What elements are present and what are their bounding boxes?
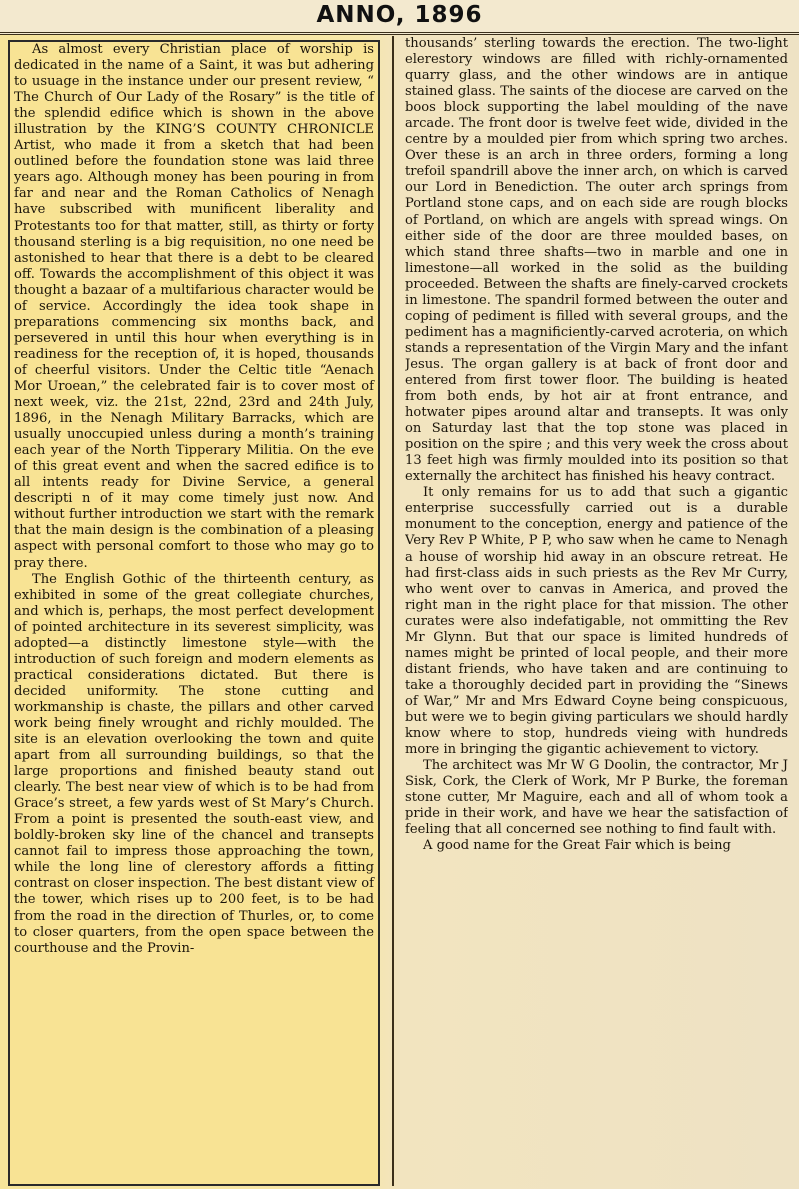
- article-paragraph: It only remains for us to add that such a gigantic enterprise successfully carried out is a durable monument to the conception, energy and patience of the Very Rev P White, P P, who saw when he came to Nenagh a house of worship hid away in an obscure retreat. He had first-class aids in such priests as the Rev Mr Curry, who went over to canvas in America, and proved the right man in the right place for that mission. The other curates were also indefatigable, not ommitting the Rev Mr Glynn. But that our space is limited hundreds of names might be printed of local people, and their more distant friends, who have taken and are continuing to take a thoroughly decided part in providing the “Sinews of War,” Mr and Mrs Edward Coyne being conspicuous, but were we to begin giving particulars we should hardly know where to stop, hundreds vieing with hundreds more in bringing the gigantic achievement to victory.: [405, 485, 788, 758]
- article-paragraph: The architect was Mr W G Doolin, the contractor, Mr J Sisk, Cork, the Clerk of Work, Mr P Burke, the foreman stone cutter, Mr Maguire, each and all of whom took a pride in their work, and have we hear the satisfaction of feeling that all concerned see nothing to find fault with.: [405, 758, 788, 838]
- column-divider: [392, 36, 394, 1186]
- article-right-column: [405, 36, 788, 1182]
- article-paragraph: thousands’ sterling towards the erection. The two-light elerestory windows are filled with richly-ornamented quarry glass, and the other windows are in antique stained glass. The saints of the diocese are carved on the boos block supporting the label moulding of the nave arcade. The front door is twelve feet wide, divided in the centre by a moulded pier from which spring two arches. Over these is an arch in three orders, forming a long trefoil spandrill above the inner arch, on which is carved our Lord in Benediction. The outer arch springs from Portland stone caps, and on each side are rough blocks of Portland, on which are angels with spread wings. On either side of the door are three moulded bases, on which stand three shafts—two in marble and one in limestone—all worked in the solid as the building proceeded. Between the shafts are finely-carved crockets in limestone. The spandril formed between the outer and coping of pediment is filled with several groups, and the pediment has a magnificiently-carved acroteria, on which stands a representation of the Virgin Mary and the infant Jesus. The organ gallery is at back of front door and entered from first tower floor. The building is heated from both ends, by hot air at front entrance, and hotwater pipes around altar and transepts. It was only on Saturday last that the top stone was placed in position on the spire ; and this very week the cross about 13 feet high was firmly moulded into its position so that externally the architect has finished his heavy contract.: [405, 36, 788, 485]
- article-paragraph: A good name for the Great Fair which is being: [423, 838, 731, 854]
- page-title: ANNO, 1896: [316, 2, 483, 28]
- article-paragraph: The English Gothic of the thirteenth century, as exhibited in some of the great collegiate churches, and which is, perhaps, the most perfect development of pointed architecture in its severest simplicity, was adopted—a distinctly limestone style—with the introduction of such foreign and modern elements as practical considerations dictated. But there is decided uniformity. The stone cutting and workmanship is chaste, the pillars and other carved work being finely wrought and richly moulded. The site is an elevation overlooking the town and quite apart from all surrounding buildings, so that the large proportions and finished beauty stand out clearly. The best near view of which is to be had from Grace’s street, a few yards west of St Mary’s Church. From a point is presented the south-east view, and boldly-broken sky line of the chancel and transepts cannot fail to impress those approaching the town, while the long line of clerestory affords a fitting contrast on closer inspection. The best distant view of the tower, which rises up to 200 feet, is to be had from the road in the direction of Thurles, or, to come to closer quarters, from the open space between the courthouse and the Provin-: [14, 571, 374, 956]
- article-left-column: [8, 40, 380, 1186]
- article-paragraph: As almost every Christian place of worship is dedicated in the name of a Saint, it was but adhering to usuage in the instance under our present review, “ The Church of Our Lady of the Rosary” is the title of the splendid edifice which is shown in the above illustration by the KING’S COUNTY CHRONICLE Artist, who made it from a sketch that had been outlined before the foundation stone was laid three years ago. Although money has been pouring in from far and near and the Roman Catholics of Nenagh have subscribed with munificent liberality and Protestants too for that matter, still, as thirty or forty thousand sterling is a big requisition, no one need be astonished to hear that there is a debt to be cleared off. Towards the accomplishment of this object it was thought a bazaar of a multifarious character would be of service. Accordingly the idea took shape in preparations commencing six months back, and persevered in until this hour when everything is in readiness for the reception of, it is hoped, thousands of cheerful visitors. Under the Celtic title “Aenach Mor Uroean,” the celebrated fair is to cover most of next week, viz. the 21st, 22nd, 23rd and 24th July, 1896, in the Nenagh Military Barracks, which are usually unoccupied unless during a month’s training each year of the North Tipperary Militia. On the eve of this great event and when the sacred edifice is to all intents ready for Divine Service, a general descripti n of it may come timely just now. And without further introduction we start with the remark that the main design is the combination of a pleasing aspect with personal comfort to those who may go to pray there.: [14, 42, 374, 571]
